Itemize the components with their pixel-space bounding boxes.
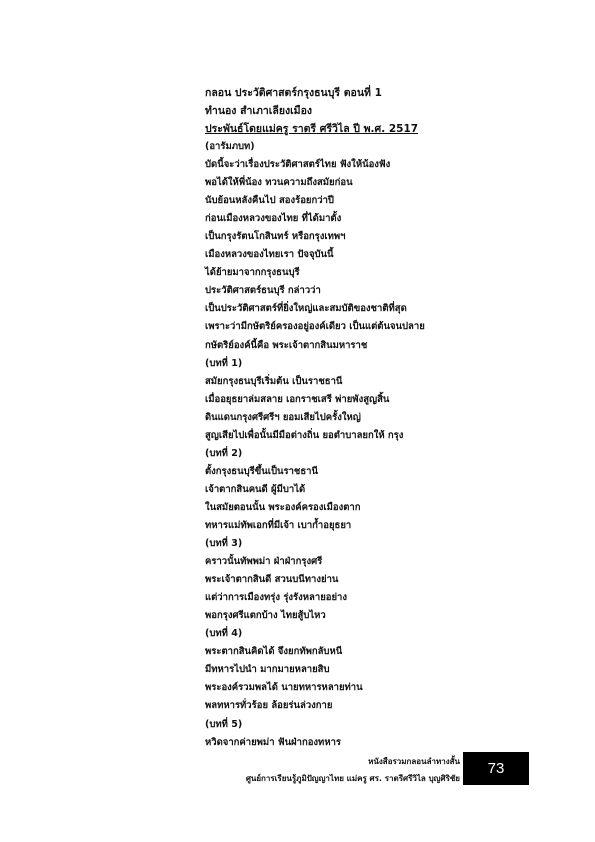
poem-line: หวิดจากค่ายพม่า ฟันฝ่ากองทหาร [205,736,342,748]
poem-line: เมื่ออยุธยาล่มสลาย เอกราชเสรี พ่ายพังสูญสิ้น [205,393,390,405]
poem-line: นับย้อนหลังคืนไป สองร้อยกว่าปี [205,195,334,207]
poem-line: พอได้ให้พี่น้อง ทวนความถึงสมัยก่อน [205,177,353,189]
poem-body [205,138,505,752]
poem-line: (บทที่ 3) [205,538,243,550]
poem-melody: ทำนอง สำเภาเลียงเมือง [205,105,313,117]
poem-line: (บทที่ 2) [205,447,243,459]
page-number: 73 [463,752,529,785]
poem-line: พอกรุงศรีแตกบ้าง ไทยสู้บไหว [205,610,326,622]
poem-line: สูญเสียไปเพื่อนั้นมีมือต่างถิ่น ยอตำบาลยกให้ กรุง [205,429,404,441]
poem-author: ประพันธ์โดยแม่ครู ราตรี ศรีวิไล ปี พ.ศ. 2517 [205,123,419,135]
poem-line: เพราะว่ามีกษัตริย์ครองอยู่องค์เดียว เป็นแต่ต้นจนปลาย [205,321,425,333]
poem-header [205,84,535,138]
poem-line: ในสมัยตอนนั้น พระองค์ครองเมืองตาก [205,501,361,513]
poem-line: สมัยกรุงธนบุรีเริ่มต้น เป็นราชธานี [205,375,343,387]
poem-line: ก่อนเมืองหลวงของไทย ที่ได้มาตั้ง [205,213,342,225]
poem-line: (อารัมภบท) [205,141,255,152]
poem-title: กลอน ประวัติศาสตร์กรุงธนบุรี ตอนที่ 1 [205,87,382,99]
poem-line: เมืองหลวงของไทยเรา ปัจจุบันนี้ [205,249,334,261]
poem-line: พระองค์รวมพลได้ นายทหารหลายท่าน [205,682,363,694]
poem-line: บัดนี้จะว่าเรื่องประวัติศาสตร์ไทย ฟังให้น้องฟัง [205,159,391,171]
poem-line: ทหารแม่ทัพเอกที่มีเจ้า เบาก้ำอยุธยา [205,519,352,531]
poem-line: ประวัติศาสตร์ธนบุรี กล่าวว่า [205,285,321,297]
poem-line: ได้ย้ายมาจากกรุงธนบุรี [205,267,300,279]
poem-line: (บทที่ 1) [205,357,243,369]
poem-line: (บทที่ 5) [205,718,243,730]
poem-line: คราวนั้นทัพพม่า ฝ่าฝ่ากรุงศรี [205,556,323,568]
footer-publisher: ศูนย์การเรียนรู้ภูมิปัญญาไทย แม่ครู ศร. ราตรีศรีวิไล บุญศิริชัย [245,774,460,783]
poem-line: เป็นประวัติศาสตร์ที่ยิ่งใหญ่และสมบัติของชาติที่สุด [205,303,407,315]
poem-line: พลทหารทั่วร้อย ล้อยร่นล่วงกาย [205,700,333,712]
poem-line: กษัตริย์องค์นี้คือ พระเจ้าตากสินมหาราช [205,339,368,351]
poem-line: ตั้งกรุงธนบุรีขึ้นเป็นราชธานี [205,465,318,477]
poem-line: เจ้าตากสินคนดี ผู้มีบาได้ [205,483,306,495]
poem-line: พระตากสินคิดได้ จึงยกทัพกลับหนี [205,646,343,658]
poem-line: มีทหารไปนำ มากมายหลายสิบ [205,664,330,676]
poem-line: พระเจ้าตากสินดี สวนบนีทางย่าน [205,574,339,586]
poem-line: ดินแดนกรุงศรีศรีฯ ยอมเสียไปครั้งใหญ่ [205,411,361,423]
poem-line: แต่ว่าการเมืองทรุ่ง รุ่งรังหลายอย่าง [205,592,348,604]
poem-line: เป็นกรุงรัตนโกสินทร์ หรือกรุงเทพฯ [205,231,346,243]
footer-book-title: หนังสือรวมกลอนลำทางสั้น [368,757,460,766]
poem-line: (บทที่ 4) [205,628,243,640]
